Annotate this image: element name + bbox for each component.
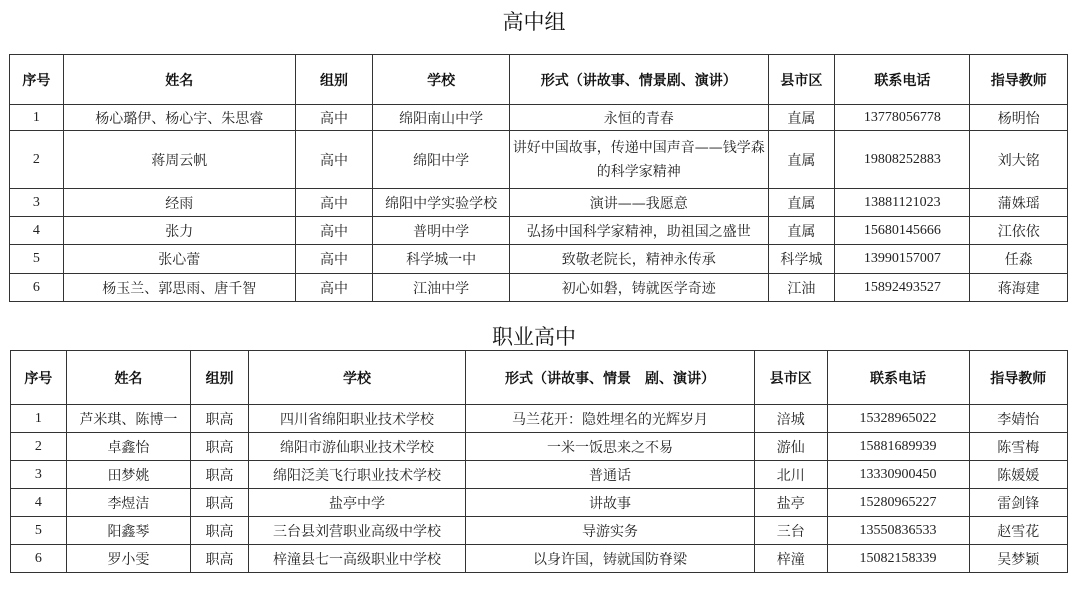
cell-phone: 13990157007: [835, 245, 970, 274]
cell-district: 北川: [754, 461, 827, 489]
cell-district: 直属: [768, 131, 835, 189]
cell-index: 6: [11, 545, 67, 573]
cell-form: 讲故事: [466, 489, 755, 517]
cell-district: 直属: [768, 217, 835, 245]
cell-form: 马兰花开：隐姓埋名的光辉岁月: [466, 405, 755, 433]
header-index: 序号: [11, 351, 67, 405]
table-row: [10, 105, 1068, 131]
cell-form: 永恒的青春: [509, 105, 768, 131]
table-row: [10, 245, 1068, 274]
cell-name: 杨玉兰、郭思雨、唐千智: [63, 274, 295, 302]
cell-index: 5: [10, 245, 64, 274]
cell-district: 游仙: [754, 433, 827, 461]
cell-name: 田梦姚: [66, 461, 191, 489]
table-row: [10, 189, 1068, 217]
table-row: [11, 545, 1068, 573]
cell-group: 职高: [191, 461, 249, 489]
table-row: [10, 274, 1068, 302]
cell-index: 2: [11, 433, 67, 461]
cell-group: 高中: [295, 189, 372, 217]
cell-index: 4: [11, 489, 67, 517]
cell-index: 3: [10, 189, 64, 217]
cell-group: 高中: [295, 245, 372, 274]
header-group: 组别: [295, 55, 372, 105]
cell-school: 梓潼县七一高级职业中学校: [248, 545, 465, 573]
cell-group: 高中: [295, 131, 372, 189]
cell-school: 普明中学: [373, 217, 510, 245]
cell-district: 直属: [768, 189, 835, 217]
cell-district: 江油: [768, 274, 835, 302]
cell-district: 三台: [754, 517, 827, 545]
cell-name: 蒋周云帆: [63, 131, 295, 189]
header-name: 姓名: [66, 351, 191, 405]
header-group: 组别: [191, 351, 249, 405]
cell-district: 涪城: [754, 405, 827, 433]
cell-phone: 19808252883: [835, 131, 970, 189]
cell-name: 李煜洁: [66, 489, 191, 517]
cell-school: 科学城一中: [373, 245, 510, 274]
cell-teacher: 吴梦颖: [969, 545, 1067, 573]
cell-teacher: 陈媛媛: [969, 461, 1067, 489]
cell-phone: 13778056778: [835, 105, 970, 131]
cell-index: 4: [10, 217, 64, 245]
table-row: [10, 131, 1068, 189]
cell-district: 盐亭: [754, 489, 827, 517]
cell-school: 盐亭中学: [248, 489, 465, 517]
cell-index: 6: [10, 274, 64, 302]
cell-district: 梓潼: [754, 545, 827, 573]
header-phone: 联系电话: [827, 351, 969, 405]
header-row: [11, 351, 1068, 405]
cell-district: 科学城: [768, 245, 835, 274]
cell-name: 张力: [63, 217, 295, 245]
cell-phone: 13881121023: [835, 189, 970, 217]
header-district: 县市区: [768, 55, 835, 105]
cell-phone: 15881689939: [827, 433, 969, 461]
cell-name: 杨心璐伊、杨心宇、朱思睿: [63, 105, 295, 131]
cell-teacher: 李婧怡: [969, 405, 1067, 433]
header-school: 学校: [373, 55, 510, 105]
cell-group: 职高: [191, 433, 249, 461]
header-form: 形式（讲故事、情景 剧、演讲）: [466, 351, 755, 405]
header-teacher: 指导教师: [969, 351, 1067, 405]
table-row: [11, 405, 1068, 433]
cell-form: 一米一饭思来之不易: [466, 433, 755, 461]
cell-form: 致敬老院长，精神永传承: [509, 245, 768, 274]
cell-form: 初心如磐，铸就医学奇迹: [509, 274, 768, 302]
cell-school: 三台县刘营职业高级中学校: [248, 517, 465, 545]
cell-teacher: 雷剑锋: [969, 489, 1067, 517]
cell-index: 2: [10, 131, 64, 189]
header-phone: 联系电话: [835, 55, 970, 105]
cell-teacher: 赵雪花: [969, 517, 1067, 545]
cell-name: 经雨: [63, 189, 295, 217]
cell-school: 四川省绵阳职业技术学校: [248, 405, 465, 433]
cell-group: 职高: [191, 545, 249, 573]
cell-name: 罗小雯: [66, 545, 191, 573]
cell-phone: 15680145666: [835, 217, 970, 245]
senior-high-table: [9, 54, 1068, 302]
header-row: [10, 55, 1068, 105]
cell-form: 弘扬中国科学家精神，助祖国之盛世: [509, 217, 768, 245]
table-row: [11, 433, 1068, 461]
cell-district: 直属: [768, 105, 835, 131]
cell-phone: 15082158339: [827, 545, 969, 573]
cell-name: 芦米琪、陈博一: [66, 405, 191, 433]
cell-phone: 13550836533: [827, 517, 969, 545]
section1-title: 高中组: [502, 10, 566, 34]
header-district: 县市区: [754, 351, 827, 405]
header-form: 形式（讲故事、情景剧、演讲）: [509, 55, 768, 105]
cell-group: 高中: [295, 105, 372, 131]
cell-school: 绵阳中学: [373, 131, 510, 189]
cell-phone: 13330900450: [827, 461, 969, 489]
cell-phone: 15280965227: [827, 489, 969, 517]
cell-index: 5: [11, 517, 67, 545]
header-name: 姓名: [63, 55, 295, 105]
cell-teacher: 蒋海建: [970, 274, 1068, 302]
table-row: [11, 517, 1068, 545]
cell-index: 1: [11, 405, 67, 433]
cell-form: 普通话: [466, 461, 755, 489]
cell-teacher: 杨明怡: [970, 105, 1068, 131]
cell-teacher: 陈雪梅: [969, 433, 1067, 461]
cell-school: 绵阳南山中学: [373, 105, 510, 131]
cell-group: 高中: [295, 274, 372, 302]
cell-form: 讲好中国故事，传递中国声音——钱学森的科学家精神: [509, 131, 768, 189]
cell-form: 以身许国，铸就国防脊梁: [466, 545, 755, 573]
cell-phone: 15328965022: [827, 405, 969, 433]
cell-teacher: 任淼: [970, 245, 1068, 274]
header-teacher: 指导教师: [970, 55, 1068, 105]
cell-school: 江油中学: [373, 274, 510, 302]
cell-school: 绵阳中学实验学校: [373, 189, 510, 217]
cell-form: 演讲——我愿意: [509, 189, 768, 217]
cell-school: 绵阳市游仙职业技术学校: [248, 433, 465, 461]
cell-name: 卓鑫怡: [66, 433, 191, 461]
cell-group: 职高: [191, 405, 249, 433]
cell-name: 张心蕾: [63, 245, 295, 274]
table-row: [11, 489, 1068, 517]
cell-index: 3: [11, 461, 67, 489]
header-school: 学校: [248, 351, 465, 405]
section2-title: 职业高中: [492, 325, 576, 349]
cell-group: 职高: [191, 489, 249, 517]
cell-phone: 15892493527: [835, 274, 970, 302]
cell-form: 导游实务: [466, 517, 755, 545]
cell-name: 阳鑫琴: [66, 517, 191, 545]
cell-school: 绵阳泛美飞行职业技术学校: [248, 461, 465, 489]
header-index: 序号: [10, 55, 64, 105]
cell-teacher: 蒲姝瑶: [970, 189, 1068, 217]
cell-group: 职高: [191, 517, 249, 545]
cell-teacher: 刘大铭: [970, 131, 1068, 189]
cell-teacher: 江依依: [970, 217, 1068, 245]
table-row: [10, 217, 1068, 245]
vocational-high-table: [10, 350, 1068, 573]
cell-index: 1: [10, 105, 64, 131]
cell-group: 高中: [295, 217, 372, 245]
table-row: [11, 461, 1068, 489]
